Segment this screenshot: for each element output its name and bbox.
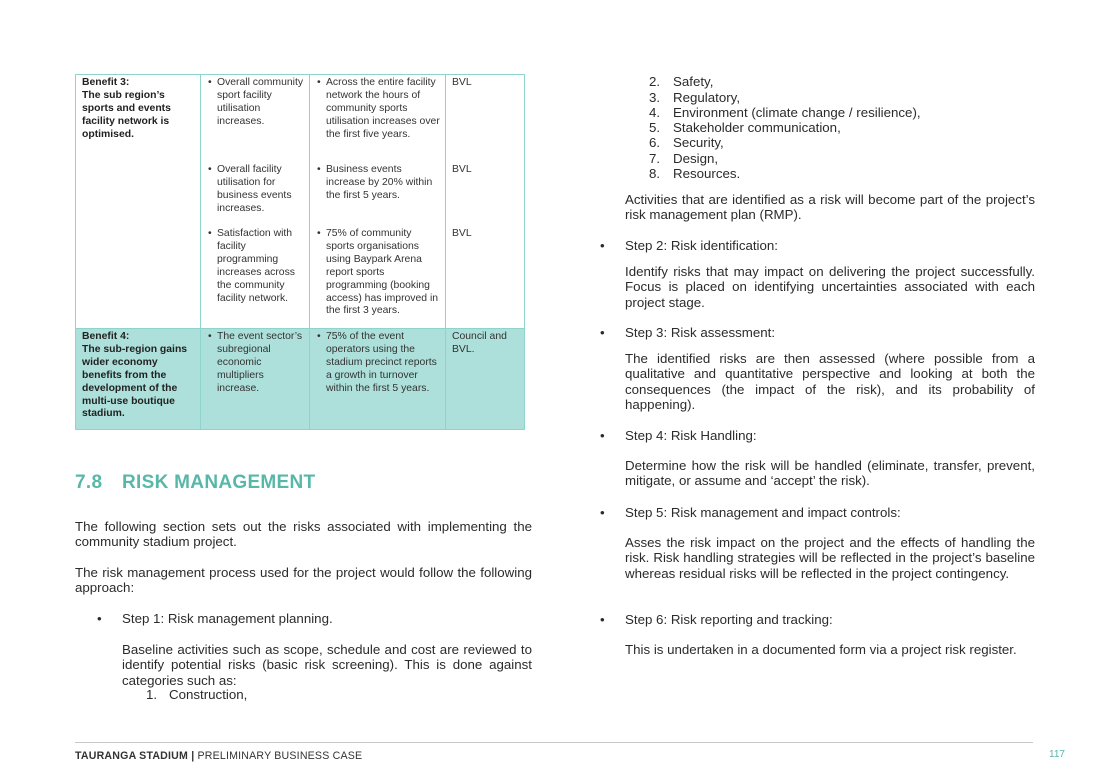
category-item: Environment (climate change / resilience), xyxy=(673,105,921,120)
bullet-dot: • xyxy=(600,612,605,627)
indicator-cell: • The event sector’s subregional economic multipliers increase. xyxy=(201,329,310,430)
step-3-body: The identified risks are then assessed (where possible from a qualitative and quantitative perspective and looking at both the consequences (the impact of the risk), and its probability of happening). xyxy=(625,351,1035,413)
benefit-4-description: The sub-region gains wider economy benefits from the development of the multi-use boutique stadium. xyxy=(82,343,188,420)
benefit-3-title: Benefit 3: xyxy=(82,77,130,88)
indicator-cell: • Overall facility utilisation for business events increases. xyxy=(201,162,310,226)
indicator-cell: • Overall community sport facility utilisation increases. xyxy=(201,75,310,163)
rmp-paragraph: Activities that are identified as a risk will become part of the project’s risk management plan (RMP). xyxy=(625,192,1035,223)
section-heading xyxy=(75,472,315,494)
category-item: Regulatory, xyxy=(673,90,741,105)
category-item: Resources. xyxy=(673,166,741,181)
category-number: 2. xyxy=(649,74,661,89)
bullet-dot: • xyxy=(97,611,102,626)
step-5-body: Asses the risk impact on the project and the effects of handling the risk. Risk handling strategies will be reflected in the project’s baseline whereas residual risks will be reflected in the project contingency. xyxy=(625,535,1035,581)
bullet-dot: • xyxy=(600,325,605,340)
intro-paragraph: The following section sets out the risks associated with implementing the community stadium project. xyxy=(75,519,532,550)
step-4-body: Determine how the risk will be handled (eliminate, transfer, prevent, mitigate, or assume and ‘accept’ the risk). xyxy=(625,458,1035,489)
table-row xyxy=(76,75,525,163)
indicator-cell: • Satisfaction with facility programming increases across the community facility network. xyxy=(201,226,310,329)
step-2-heading: Step 2: Risk identification: xyxy=(625,238,778,253)
target-cell: • 75% of community sports organisations using Baypark Arena report sports programming (booking access) has improved in the first 3 years. xyxy=(310,226,446,329)
step-5-heading: Step 5: Risk management and impact controls: xyxy=(625,505,901,520)
table-row xyxy=(76,329,525,430)
category-item: Construction, xyxy=(169,687,248,702)
step-6-body: This is undertaken in a documented form via a project risk register. xyxy=(625,642,1017,657)
benefit-3-description: The sub region’s sports and events facility network is optimised. xyxy=(82,89,171,140)
owner-cell: BVL xyxy=(446,226,525,329)
category-item: Design, xyxy=(673,151,719,166)
page-number: 117 xyxy=(1049,749,1065,760)
category-item: Stakeholder communication, xyxy=(673,120,841,135)
target-cell: • 75% of the event operators using the stadium precinct reports a growth in turnover within the first 5 years. xyxy=(310,329,446,430)
step-2-body: Identify risks that may impact on delivering the project successfully. Focus is placed on identifying uncertainties associated with each project stage. xyxy=(625,264,1035,310)
category-item: Security, xyxy=(673,135,724,150)
process-paragraph: The risk management process used for the project would follow the following approach: xyxy=(75,565,532,596)
target-cell: • Across the entire facility network the hours of community sports utilisation increases over the first five years. xyxy=(310,75,446,163)
section-number: 7.8 xyxy=(75,472,103,493)
step-3-heading: Step 3: Risk assessment: xyxy=(625,325,776,340)
target-cell: • Business events increase by 20% within the first 5 years. xyxy=(310,162,446,226)
section-title: RISK MANAGEMENT xyxy=(122,472,316,493)
benefits-table xyxy=(75,74,525,430)
step-1-heading: Step 1: Risk management planning. xyxy=(122,611,333,626)
category-number: 4. xyxy=(649,105,661,120)
bullet-dot: • xyxy=(600,428,605,443)
owner-cell: BVL xyxy=(446,75,525,163)
category-number: 7. xyxy=(649,151,661,166)
category-number: 3. xyxy=(649,90,661,105)
category-number: 5. xyxy=(649,120,661,135)
step-4-heading: Step 4: Risk Handling: xyxy=(625,428,757,443)
category-number: 8. xyxy=(649,166,661,181)
benefit-4-cell xyxy=(76,329,201,430)
category-item: Safety, xyxy=(673,74,714,89)
category-number: 1. xyxy=(146,687,158,702)
owner-cell: Council and BVL. xyxy=(446,329,525,430)
benefit-4-title: Benefit 4: xyxy=(82,331,130,342)
footer-document-title: TAURANGA STADIUM | PRELIMINARY BUSINESS CASE xyxy=(75,750,363,762)
category-number: 6. xyxy=(649,135,661,150)
step-6-heading: Step 6: Risk reporting and tracking: xyxy=(625,612,833,627)
step-1-body: Baseline activities such as scope, schedule and cost are reviewed to identify potential risks (basic risk screening). This is done against categories such as: xyxy=(122,642,532,688)
owner-cell: BVL xyxy=(446,162,525,226)
bullet-dot: • xyxy=(600,505,605,520)
footer-divider xyxy=(75,742,1033,743)
benefit-3-cell xyxy=(76,75,201,329)
bullet-dot: • xyxy=(600,238,605,253)
